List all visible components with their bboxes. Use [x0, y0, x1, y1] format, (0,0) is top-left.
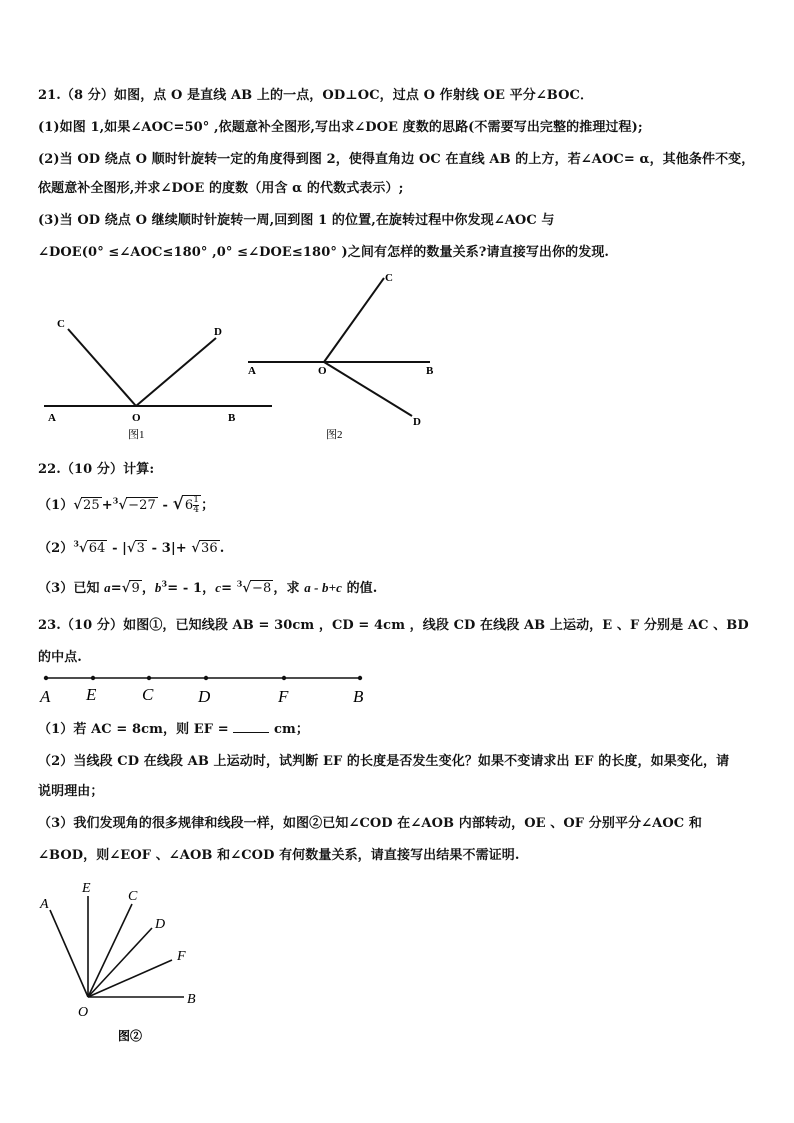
sqrt-symbol: √: [172, 494, 184, 514]
q22-p1-label: （1）: [38, 498, 74, 513]
q23-part3-line1: （3）我们发现角的很多规律和线段一样，如图②已知∠COD 在∠AOB 内部转动，OE 、OF 分别平分∠AOC 和: [38, 816, 702, 831]
sqrt-symbol: √: [191, 541, 201, 556]
fig1-label-b: B: [228, 412, 236, 424]
fig2-ray-od: [324, 362, 412, 416]
q22-p3-index: 3: [236, 578, 243, 589]
fig2-ray-oc: [324, 278, 384, 362]
q22-p1-plus: +: [101, 498, 113, 513]
q23-heading-line2: 的中点.: [38, 650, 82, 665]
q23-part2-line1: （2）当线段 CD 在线段 AB 上运动时，试判断 EF 的长度是否发生变化？如果不变请求出 EF 的长度，如果变化，请: [38, 754, 730, 769]
fig1-ray-oc: [68, 329, 136, 406]
q23-p1-post: cm；: [269, 722, 309, 737]
q22-p2-radicand1: 64: [88, 541, 106, 556]
q22-p3-mid: ，求: [273, 581, 305, 596]
segment-label-b: B: [353, 687, 364, 706]
q22-heading: 22.（10 分）计算:: [38, 462, 155, 477]
q22-p2-radicand3: 36: [201, 541, 218, 556]
q22-p3-radicand2: −8: [252, 581, 272, 596]
q21-part2-line1: (2)当 OD 绕点 O 顺时针旋转一定的角度得到图 2，使得直角边 OC 在直线 AB 的上方，若∠AOC= α，其他条件不变，: [38, 152, 755, 167]
fig2-label-c: C: [385, 272, 393, 284]
q22-part2: [38, 537, 224, 556]
q22-p3-exponent: 3: [161, 578, 168, 589]
q22-p2-radicand2: 3: [136, 541, 146, 556]
q22-p2-mid2: - 3|+: [147, 541, 192, 556]
fig2-label-d: D: [413, 416, 421, 428]
segment-label-f: F: [278, 687, 289, 706]
q21-part3-line2: ∠DOE(0° ≤∠AOC≤180° ,0° ≤∠DOE≤180° )之间有怎样的数量关系?请直接写出你的发现.: [38, 245, 610, 260]
fig1-label-d: D: [214, 326, 222, 338]
q22-p3-var-c: c: [215, 580, 222, 595]
q22-p1-index: 3: [112, 495, 119, 506]
q23-part3-line2: ∠BOD，则∠EOF 、∠AOB 和∠COD 有何数量关系，请直接写出结果不需证明.: [38, 848, 520, 863]
angle-figure-caption: 图②: [118, 1029, 143, 1043]
q22-p1-numerator: 1: [193, 495, 200, 505]
sqrt-symbol: √: [79, 541, 88, 556]
fig2-label-b: B: [426, 365, 434, 377]
segment-label-e: E: [86, 685, 97, 704]
q22-p3-eq2: = - 1，: [167, 581, 216, 596]
q22-p1-radicand2: −27: [128, 498, 156, 513]
sqrt-symbol: √: [121, 581, 131, 596]
angle-label-a: A: [40, 897, 49, 912]
q22-p1-whole: 6: [184, 498, 194, 513]
ray-oa: [50, 910, 88, 997]
q22-p3-eq1: =: [110, 581, 122, 596]
q22-p1-minus: -: [157, 498, 173, 513]
q22-p2-mid1: - |: [107, 541, 128, 556]
q22-p3-var-b: b: [154, 580, 162, 595]
q23-segment-figure: [38, 668, 378, 710]
fig1-label-c: C: [57, 318, 65, 330]
segment-label-d: D: [198, 687, 211, 706]
q21-figure-1: [40, 310, 280, 450]
segment-label-c: C: [142, 685, 154, 704]
q22-p3-eq3: =: [221, 581, 237, 596]
segment-label-a: A: [40, 687, 51, 706]
q23-heading: 23.（10 分）如图①，已知线段 AB = 30cm ，CD = 4cm ，线段 CD 在线段 AB 上运动，E 、F 分别是 AC 、BD: [38, 618, 749, 633]
fig2-label-o: O: [318, 365, 327, 377]
q21-part2-line2: 依题意补全图形,并求∠DOE 的度数（用含 α 的代数式表示）;: [38, 181, 404, 196]
q21-figure-2: [246, 268, 446, 441]
ray-oc: [88, 904, 132, 997]
q23-p1-pre: （1）若 AC = 8cm，则 EF =: [38, 722, 234, 737]
q22-p2-label: （2）: [38, 541, 74, 556]
q22-p3-var-a: a: [104, 580, 111, 595]
q22-p3-end: 的值.: [341, 581, 378, 596]
q22-p1-radicand1: 25: [83, 498, 100, 513]
q22-part3: [38, 577, 377, 596]
angle-label-b: B: [187, 992, 196, 1007]
ray-od: [88, 928, 152, 997]
q21-part1: (1)如图 1,如果∠AOC=50° ,依题意补全图形,写出求∠DOE 度数的思路(不需要写出完整的推理过程);: [38, 120, 643, 135]
fig2-label-a: A: [248, 365, 256, 377]
angle-label-d: D: [155, 917, 166, 932]
segment-point-d: [204, 676, 208, 680]
q22-part1: [38, 494, 214, 515]
q21-heading: 21.（8 分）如图，点 O 是直线 AB 上的一点，OD⊥OC，过点 O 作射线 OE 平分∠BOC．: [38, 88, 594, 103]
q22-p3-comma1: ，: [141, 581, 155, 596]
ray-of: [88, 960, 172, 997]
fig1-caption: 图1: [128, 429, 145, 441]
q22-p1-end: ；: [201, 498, 215, 513]
sqrt-symbol: √: [73, 498, 83, 513]
q22-p1-denominator: 4: [193, 505, 200, 515]
q23-part1: [38, 718, 309, 737]
fig2-caption: 图2: [326, 429, 343, 441]
angle-label-c: C: [128, 889, 138, 904]
q23-angle-figure: [36, 876, 236, 1046]
sqrt-symbol: √: [118, 498, 128, 513]
segment-point-f: [282, 676, 286, 680]
segment-point-c: [147, 676, 151, 680]
angle-label-e: E: [82, 881, 91, 896]
fig1-label-a: A: [48, 412, 56, 424]
sqrt-symbol: √: [242, 581, 252, 596]
q22-p2-index: 3: [73, 538, 80, 549]
segment-point-a: [44, 676, 48, 680]
q21-part3-line1: (3)当 OD 绕点 O 继续顺时针旋转一周,回到图 1 的位置,在旋转过程中你发现∠AOC 与: [38, 213, 555, 228]
angle-label-o: O: [78, 1005, 89, 1020]
q22-p3-expression: a - b+c: [304, 580, 342, 595]
fig1-ray-od: [136, 338, 216, 406]
q22-p2-end: .: [219, 541, 225, 556]
segment-point-b: [358, 676, 362, 680]
angle-label-f: F: [177, 949, 186, 964]
q22-p3-pre: （3）已知: [38, 581, 105, 596]
sqrt-symbol: √: [127, 541, 136, 556]
answer-blank[interactable]: [233, 720, 269, 733]
fig1-label-o: O: [132, 412, 141, 424]
q23-part2-line2: 说明理由；: [38, 784, 104, 799]
segment-point-e: [91, 676, 95, 680]
q22-p3-radicand1: 9: [131, 581, 140, 596]
